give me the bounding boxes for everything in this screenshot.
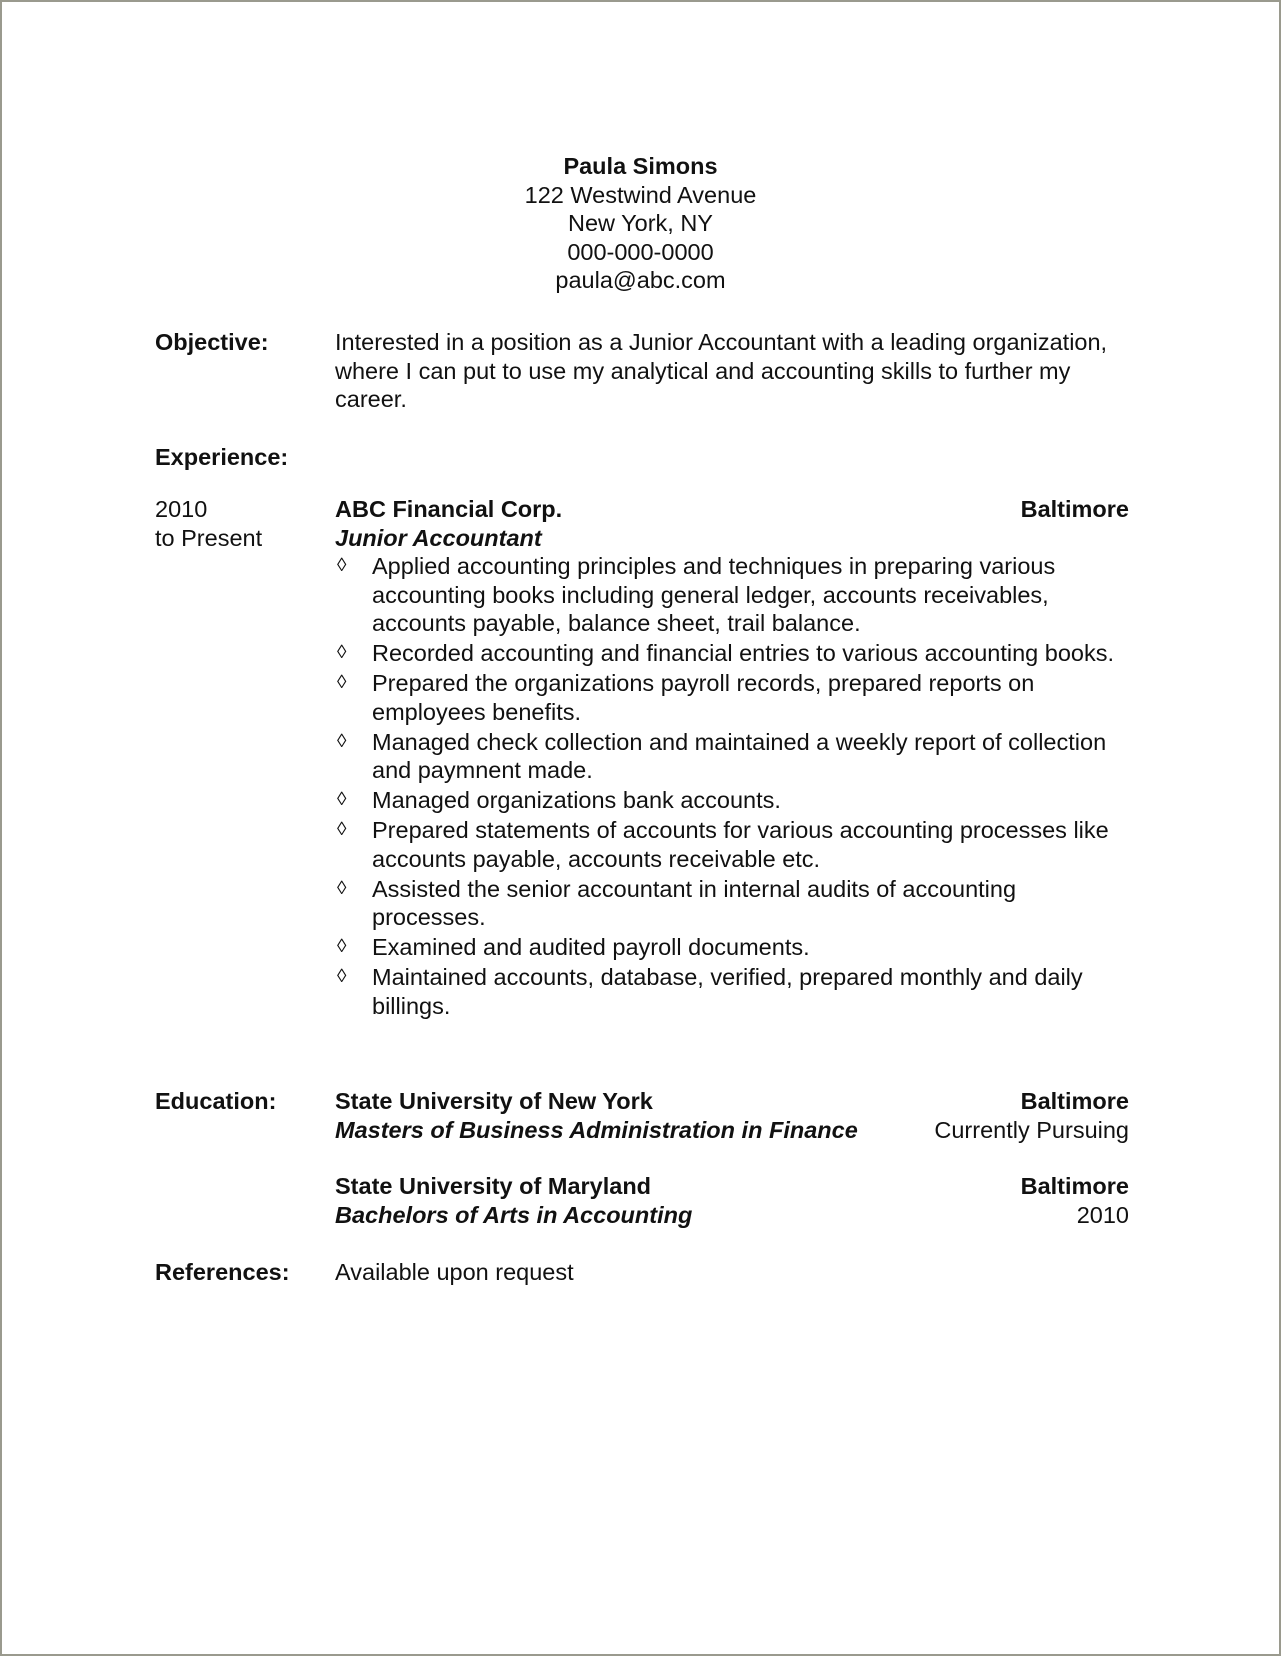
education-degree-row — [335, 1201, 1129, 1230]
company-name: ABC Financial Corp. — [335, 496, 563, 522]
education-school-row — [335, 1172, 1129, 1201]
diamond-bullet-icon: ◊ — [337, 819, 347, 840]
diamond-bullet-icon: ◊ — [337, 672, 347, 693]
duty-item — [335, 816, 1129, 873]
duty-item — [335, 728, 1129, 785]
duty-text: Maintained accounts, database, verified, prepared monthly and daily billings. — [372, 964, 1083, 1019]
education-heading: Education: — [155, 1088, 277, 1114]
duty-item — [335, 963, 1129, 1020]
duty-item — [335, 639, 1129, 668]
school-location: Baltimore — [1020, 1173, 1129, 1199]
references-text: Available upon request — [335, 1259, 574, 1285]
duty-text: Managed organizations bank accounts. — [372, 787, 781, 813]
school-location: Baltimore — [1020, 1088, 1129, 1114]
duty-text: Applied accounting principles and techniques in preparing various accounting books including general ledger, accounts receivables, accounts payable, balance sheet, trail balance. — [372, 553, 1056, 636]
email-address: paula@abc.com — [555, 267, 726, 293]
diamond-bullet-icon: ◊ — [337, 642, 347, 663]
education-entry-2 — [335, 1172, 1129, 1229]
degree-year: 2010 — [1076, 1201, 1129, 1228]
duty-item — [335, 786, 1129, 815]
phone-number: 000-000-0000 — [567, 238, 714, 265]
company-location: Baltimore — [1020, 496, 1129, 522]
duties-list — [335, 552, 1129, 1020]
city-state: New York, NY — [568, 210, 713, 236]
duty-text: Recorded accounting and financial entries to various accounting books. — [372, 640, 1115, 666]
job-title: Junior Accountant — [335, 524, 542, 551]
experience-end: to Present — [155, 524, 263, 551]
objective-text: Interested in a position as a Junior Accountant with a leading organization, where I can put to use my analytical and accounting skills to further my career. — [335, 329, 1108, 412]
contact-header — [2, 152, 1279, 295]
school-name: State University of New York — [335, 1088, 653, 1114]
experience-dates — [155, 495, 262, 552]
duty-item — [335, 933, 1129, 962]
experience-start: 2010 — [155, 496, 208, 522]
diamond-bullet-icon: ◊ — [337, 936, 347, 957]
duty-item — [335, 875, 1129, 932]
duty-text: Managed check collection and maintained a weekly report of collection and paymnent made. — [372, 728, 1107, 783]
experience-heading: Experience: — [155, 444, 289, 470]
diamond-bullet-icon: ◊ — [337, 966, 347, 987]
candidate-name: Paula Simons — [563, 153, 718, 179]
experience-block — [335, 495, 1129, 1022]
diamond-bullet-icon: ◊ — [337, 730, 347, 752]
street-address: 122 Westwind Avenue — [524, 181, 757, 208]
diamond-bullet-icon: ◊ — [337, 789, 347, 810]
education-entry-1 — [335, 1087, 1129, 1144]
duty-text: Prepared statements of accounts for various accounting processes like accounts payable, accounts receivable etc. — [372, 817, 1109, 872]
duty-item — [335, 669, 1129, 726]
education-degree-row — [335, 1116, 1129, 1145]
duty-text: Examined and audited payroll documents. — [372, 934, 810, 960]
school-name: State University of Maryland — [335, 1173, 652, 1199]
duty-text: Assisted the senior accountant in internal audits of accounting processes. — [372, 875, 1017, 930]
objective-heading: Objective: — [155, 329, 269, 355]
degree-status: Currently Pursuing — [934, 1116, 1129, 1143]
diamond-bullet-icon: ◊ — [337, 877, 347, 899]
duty-item — [335, 552, 1129, 638]
degree-name: Masters of Business Administration in Finance — [335, 1116, 858, 1143]
duty-text: Prepared the organizations payroll records, prepared reports on employees benefits. — [372, 670, 1035, 725]
experience-company-row — [335, 495, 1129, 524]
degree-name: Bachelors of Arts in Accounting — [335, 1201, 693, 1228]
diamond-bullet-icon: ◊ — [337, 555, 347, 576]
references-heading: References: — [155, 1259, 290, 1285]
education-school-row — [335, 1087, 1129, 1116]
